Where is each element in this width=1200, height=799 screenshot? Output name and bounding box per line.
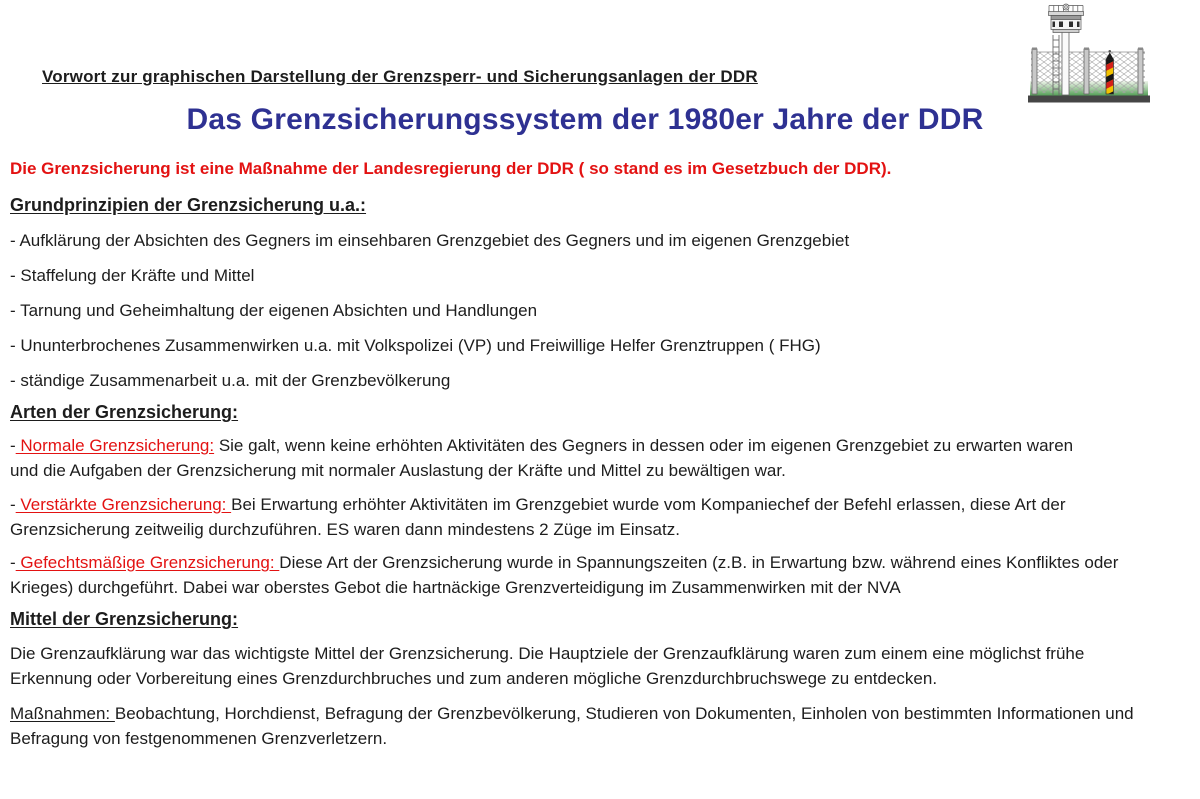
- section-heading-mittel: Mittel der Grenzsicherung:: [10, 609, 239, 629]
- border-security-type-normale: [10, 433, 1085, 483]
- mittel-paragraph: Die Grenzaufklärung war das wichtigste Mittel der Grenzsicherung. Die Hauptziele der Grenzaufklärung waren zum einem eine möglichst frühe Erkennung oder Vorbereitung eines Grenzdurchbruches und zum anderen mögliche Grenzdurchbruchswege zu entdecken.: [10, 644, 1085, 688]
- entry-term: Verstärkte Grenzsicherung:: [15, 495, 232, 514]
- massnahmen-label: Maßnahmen:: [10, 704, 115, 723]
- massnahmen-paragraph: [10, 701, 1140, 751]
- preface-heading: Vorwort zur graphischen Darstellung der Grenzsperr- und Sicherungsanlagen der DDR: [42, 67, 758, 86]
- principle-item: - Ununterbrochenes Zusammenwirken u.a. mit Volkspolizei (VP) und Freiwillige Helfer Grenztruppen ( FHG): [10, 336, 821, 355]
- principle-item: - Staffelung der Kräfte und Mittel: [10, 266, 255, 285]
- border-security-type-verstaerkte: [10, 492, 1135, 542]
- section-heading-grundprinzipien: Grundprinzipien der Grenzsicherung u.a.:: [10, 195, 367, 215]
- entry-dash: -: [10, 553, 16, 572]
- entry-text: Diese Art der Grenzsicherung wurde in Spannungszeiten (z.B. in Erwartung bzw. während eines Konfliktes oder Krieges) durchgeführt. Dabei war oberstes Gebot die hartnäckige Grenzverteidigung im Zusammenwirken mit der NVA: [10, 553, 1119, 597]
- section-heading-arten: Arten der Grenzsicherung:: [10, 402, 239, 422]
- border-security-type-gefechtsmaessige: [10, 550, 1125, 600]
- border-fence: [1031, 48, 1145, 95]
- principle-item: - Aufklärung der Absichten des Gegners im einsehbaren Grenzgebiet des Gegners und im eigenen Grenzgebiet: [10, 231, 850, 250]
- border-installation-illustration: [1028, 2, 1150, 103]
- principle-item: - ständige Zusammenarbeit u.a. mit der Grenzbevölkerung: [10, 371, 451, 390]
- boundary-marker-post: [1106, 50, 1114, 101]
- entry-dash: -: [10, 436, 16, 455]
- entry-text: Bei Erwartung erhöhter Aktivitäten im Grenzgebiet wurde vom Kompaniechef der Befehl erlassen, diese Art der Grenzsicherung zeitweilig durchzuführen. ES waren dann mindestens 2 Züge im Einsatz.: [10, 495, 1066, 539]
- ground-bar: [1028, 96, 1150, 103]
- principle-item: - Tarnung und Geheimhaltung der eigenen Absichten und Handlungen: [10, 301, 538, 320]
- intro-statement: Die Grenzsicherung ist eine Maßnahme der Landesregierung der DDR ( so stand es im Gesetzbuch der DDR).: [10, 159, 892, 178]
- entry-text: Sie galt, wenn keine erhöhten Aktivitäten des Gegners in dessen oder im eigenen Grenzgebiet zu erwarten waren und die Aufgaben der Grenzsicherung mit normaler Auslastung der Kräfte und Mittel zu bewältigen war.: [10, 436, 1074, 480]
- entry-dash: -: [10, 495, 16, 514]
- watchtower-fence-icon: [1028, 2, 1150, 103]
- page-title: Das Grenzsicherungssystem der 1980er Jahre der DDR: [186, 103, 984, 136]
- entry-term: Gefechtsmäßige Grenzsicherung:: [15, 553, 280, 572]
- entry-term: Normale Grenzsicherung:: [15, 436, 215, 455]
- massnahmen-text: Beobachtung, Horchdienst, Befragung der Grenzbevölkerung, Studieren von Dokumenten, Einholen von bestimmten Informationen und Befragung von festgenommenen Grenzverletzern.: [10, 704, 1134, 748]
